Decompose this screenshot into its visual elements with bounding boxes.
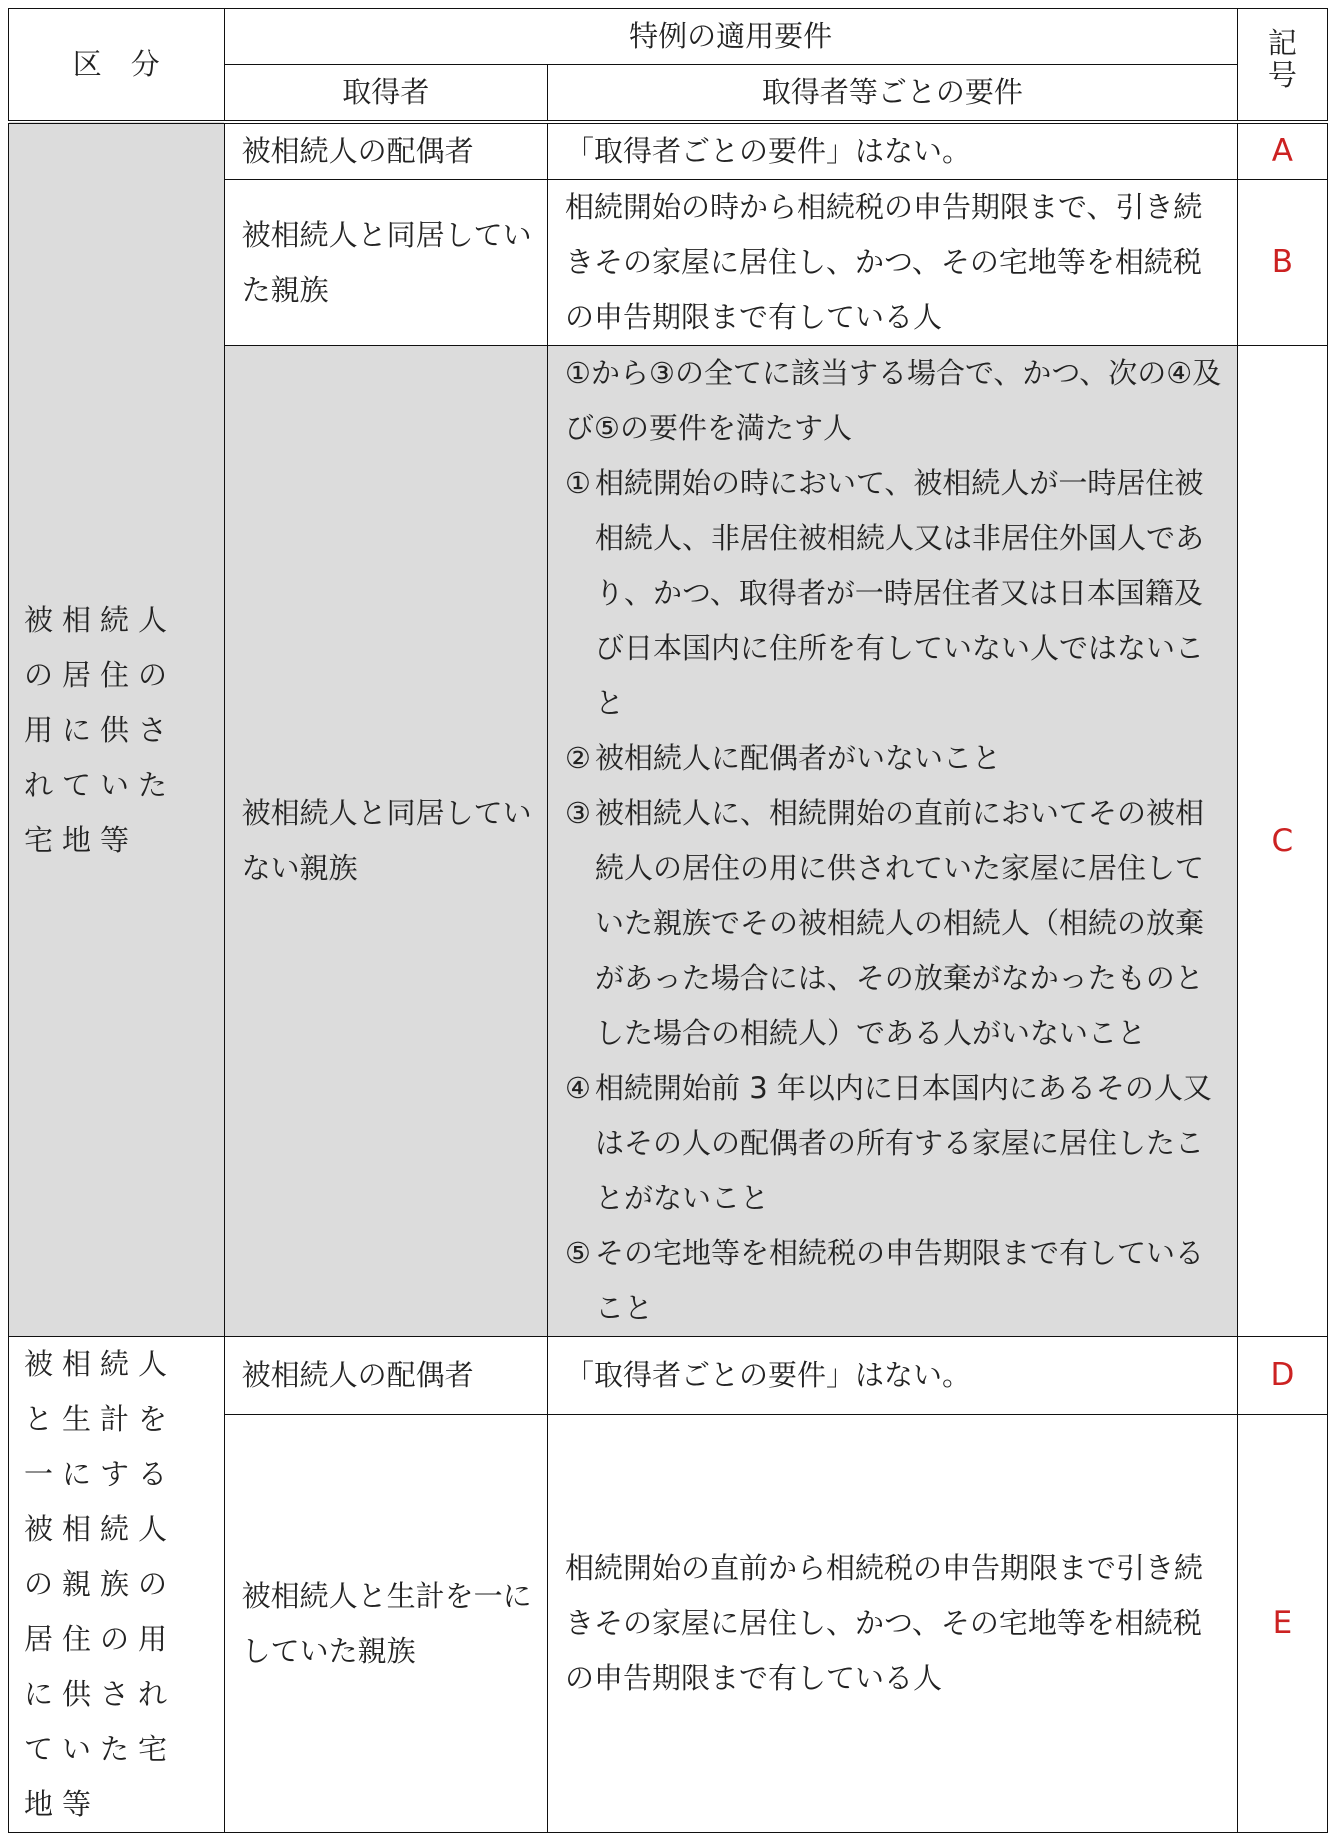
symbol-cell: B	[1237, 180, 1327, 346]
symbol-cell: A	[1237, 122, 1327, 180]
requirement-cell	[548, 346, 1238, 1337]
item-text: 被相続人に配偶者がいないこと	[595, 741, 1002, 775]
acquirer-cell: 被相続人と同居していない親族	[224, 346, 547, 1337]
acquirer-cell: 被相続人の配偶者	[224, 1337, 547, 1415]
requirement-item	[565, 731, 1227, 786]
requirement-cell: 「取得者ごとの要件」はない。	[548, 122, 1238, 180]
requirement-intro: ①から③の全てに該当する場合で、かつ、次の④及び⑤の要件を満たす人	[565, 356, 1222, 445]
requirement-cell: 相続開始の時から相続税の申告期限まで、引き続きその家屋に居住し、かつ、その宅地等を相続税の申告期限まで有している人	[548, 180, 1238, 346]
requirement-cell: 相続開始の直前から相続税の申告期限まで引き続きその家屋に居住し、かつ、その宅地等を相続税の申告期限まで有している人	[548, 1415, 1238, 1833]
acquirer-cell: 被相続人の配偶者	[224, 122, 547, 180]
header-acquirer-requirements: 取得者等ごとの要件	[548, 65, 1238, 123]
category-cell-2: 被相続人と生計を一にする被相続人の親族の居住の用に供されていた宅地等	[9, 1337, 225, 1833]
item-number: ②	[565, 741, 592, 775]
category-cell-1: 被相続人の居住の用に供されていた宅地等	[9, 122, 225, 1337]
acquirer-cell: 被相続人と同居していた親族	[224, 180, 547, 346]
item-number: ④	[565, 1071, 592, 1105]
item-number: ①	[565, 466, 592, 500]
requirement-item	[565, 1061, 1227, 1226]
item-text: 被相続人に、相続開始の直前においてその被相続人の居住の用に供されていた家屋に居住していた親族でその被相続人の相続人（相続の放棄があった場合には、その放棄がなかったものとした場合の相続人）である人がいないこと	[595, 796, 1205, 1050]
symbol-cell: C	[1237, 346, 1327, 1337]
item-number: ③	[565, 796, 592, 830]
requirement-item	[565, 1226, 1227, 1336]
header-requirements-group: 特例の適用要件	[224, 9, 1237, 65]
header-acquirer: 取得者	[224, 65, 547, 123]
requirement-item	[565, 456, 1227, 731]
header-row-1	[9, 9, 1328, 65]
header-category: 区 分	[9, 9, 225, 123]
symbol-cell: E	[1237, 1415, 1327, 1833]
item-text: その宅地等を相続税の申告期限まで有していること	[595, 1236, 1205, 1325]
header-symbol	[1237, 9, 1327, 123]
acquirer-cell: 被相続人と生計を一にしていた親族	[224, 1415, 547, 1833]
item-text: 相続開始の時において、被相続人が一時居住被相続人、非居住被相続人又は非居住外国人であり、かつ、取得者が一時居住者又は日本国籍及び日本国内に住所を有していない人ではないこと	[595, 466, 1205, 720]
item-number: ⑤	[565, 1236, 592, 1270]
symbol-cell: D	[1237, 1337, 1327, 1415]
requirement-cell: 「取得者ごとの要件」はない。	[548, 1337, 1238, 1415]
requirements-table	[8, 8, 1328, 1833]
requirement-item	[565, 786, 1227, 1061]
table-row-A	[9, 122, 1328, 180]
table-row-D	[9, 1337, 1328, 1415]
header-symbol-label: 記号	[1267, 25, 1297, 92]
item-text: 相続開始前 3 年以内に日本国内にあるその人又はその人の配偶者の所有する家屋に居住したことがないこと	[595, 1071, 1212, 1215]
